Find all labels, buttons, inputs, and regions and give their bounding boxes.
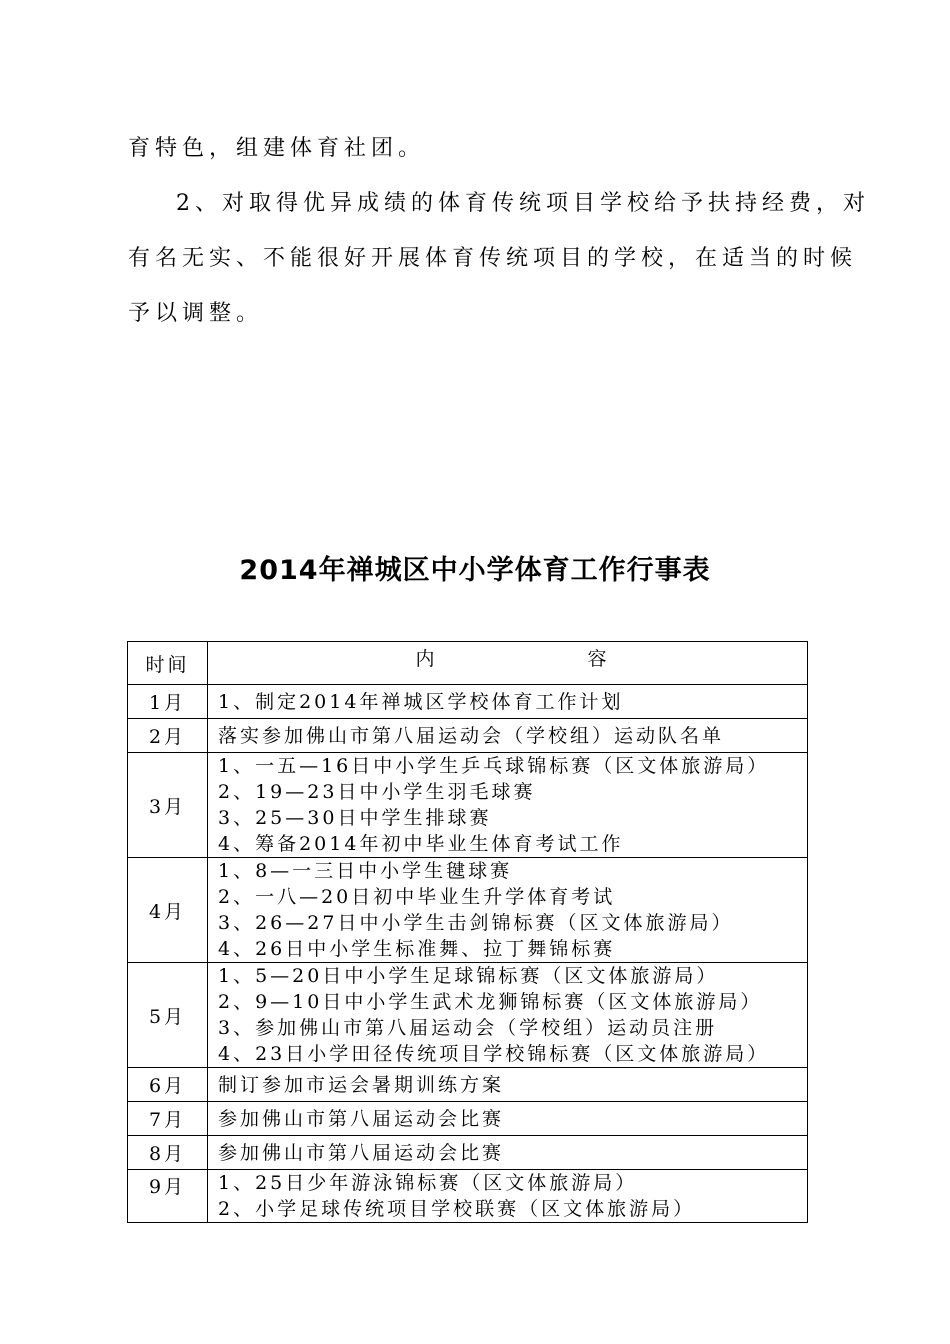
month-cell: 3月 [128, 753, 208, 858]
paragraph-funding [128, 176, 870, 341]
header-content [208, 642, 808, 685]
table-row [128, 858, 808, 963]
schedule-item: 2、9—10日中小学生武术龙狮锦标赛（区文体旅游局） [218, 991, 763, 1013]
schedule-item: 4、26日中小学生标准舞、拉丁舞锦标赛 [218, 938, 616, 960]
schedule-item: 1、25日少年游泳锦标赛（区文体旅游局） [218, 1172, 638, 1194]
schedule-item: 3、26—27日中小学生击剑锦标赛（区文体旅游局） [218, 912, 734, 934]
schedule-item: 2、小学足球传统项目学校联赛（区文体旅游局） [218, 1198, 696, 1220]
month-cell: 1月 [128, 685, 208, 719]
content-cell [208, 1170, 808, 1223]
content-cell [208, 1136, 808, 1170]
table-row [128, 719, 808, 753]
schedule-item: 4、23日小学田径传统项目学校锦标赛（区文体旅游局） [218, 1043, 770, 1065]
content-cell [208, 858, 808, 963]
schedule-item: 3、25—30日中学生排球赛 [218, 807, 492, 829]
month-cell: 9月 [128, 1170, 208, 1223]
schedule-item: 2、一八—20日初中毕业生升学体育考试 [218, 886, 616, 908]
content-cell [208, 685, 808, 719]
table-row [128, 963, 808, 1068]
content-cell [208, 719, 808, 753]
month-cell: 8月 [128, 1136, 208, 1170]
month-cell: 6月 [128, 1068, 208, 1102]
header-content-part: 容 [587, 648, 610, 670]
paragraph-line: 育特色，组建体育社团。 [128, 136, 426, 161]
month-cell: 4月 [128, 858, 208, 963]
paragraph-continuation [128, 121, 832, 176]
schedule-item: 参加佛山市第八届运动会比赛 [218, 1141, 505, 1164]
header-content-part: 内 [415, 648, 438, 670]
schedule-item: 参加佛山市第八届运动会比赛 [218, 1107, 505, 1130]
month-cell: 5月 [128, 963, 208, 1068]
content-cell [208, 1068, 808, 1102]
table-row [128, 1136, 808, 1170]
paragraph-line: 有名无实、不能很好开展体育传统项目的学校，在适当的时候 [128, 246, 858, 271]
table-row [128, 753, 808, 858]
schedule-table [127, 641, 808, 1223]
table-row [128, 1170, 808, 1223]
schedule-item: 3、参加佛山市第八届运动会（学校组）运动员注册 [218, 1017, 718, 1039]
table-row [128, 1102, 808, 1136]
paragraph-line: 2、对取得优异成绩的体育传统项目学校给予扶持经费，对 [176, 191, 870, 216]
schedule-item: 2、19—23日中小学生羽毛球赛 [218, 781, 536, 803]
content-cell [208, 753, 808, 858]
header-time: 时间 [128, 642, 208, 685]
content-cell [208, 1102, 808, 1136]
schedule-item: 落实参加佛山市第八届运动会（学校组）运动队名单 [218, 724, 725, 747]
schedule-item: 4、筹备2014年初中毕业生体育考试工作 [218, 833, 624, 855]
paragraph-line: 予以调整。 [128, 301, 264, 326]
content-cell [208, 963, 808, 1068]
table-row [128, 1068, 808, 1102]
schedule-item: 1、一五—16日中小学生乒乓球锦标赛（区文体旅游局） [218, 755, 770, 777]
schedule-title: 2014年禅城区中小学体育工作行事表 [239, 555, 711, 586]
schedule-item: 1、5—20日中小学生足球锦标赛（区文体旅游局） [218, 965, 719, 987]
table-header-row [128, 642, 808, 685]
schedule-item: 制订参加市运会暑期训练方案 [218, 1073, 505, 1096]
schedule-item: 1、制定2014年禅城区学校体育工作计划 [218, 690, 624, 713]
schedule-item: 1、8—一三日中小学生毽球赛 [218, 860, 513, 882]
month-cell: 2月 [128, 719, 208, 753]
table-row [128, 685, 808, 719]
month-cell: 7月 [128, 1102, 208, 1136]
